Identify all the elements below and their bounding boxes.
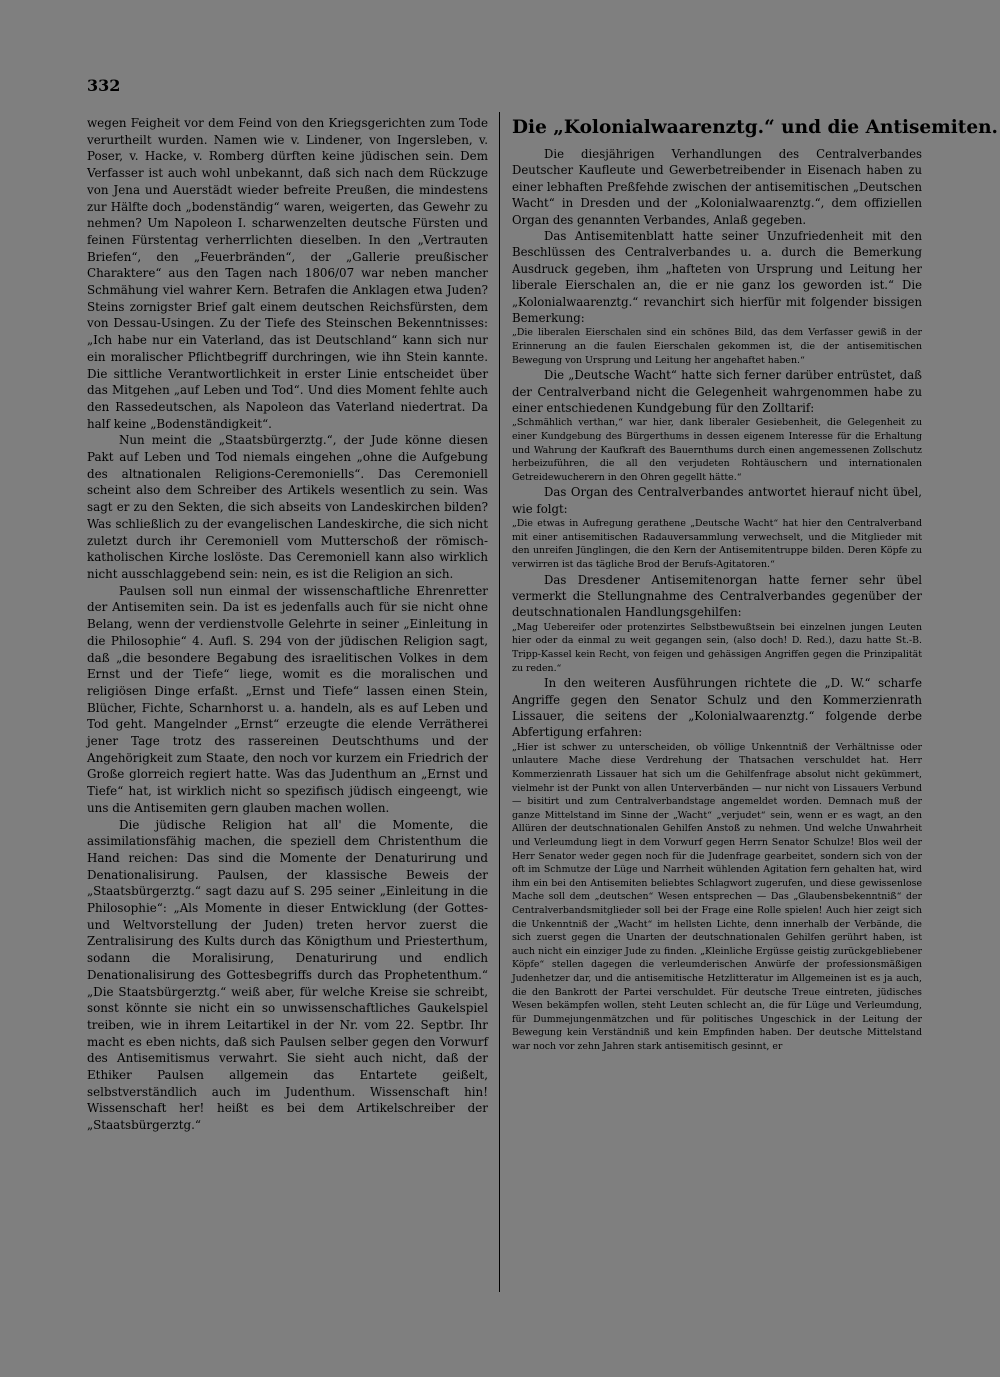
left-paragraph-2: Nun meint die „Staatsbürgerztg.“, der Jude könne diesen Pakt auf Leben und Tod niemals eingehen „ohne die Aufgebung des altnationalen Religions-Ceremoniells“. Das Ceremoniell scheint also dem Schreiber des Artikels wesentlich zu sein. Was sagt er zu den Sekten, die sich abseits von Landeskirchen bilden? Was schließlich zu der evangelischen Landeskirche, die sich nicht zuletzt durch ihr Ceremoniell vom Mutterschoß der römisch-katholischen Kirche loslöste. Das Ceremoniell kann also wirklich nicht ausschlaggebend sein: nein, es ist die Religion an sich.	[87, 433, 488, 581]
right-paragraph-4: Das Organ des Centralverbandes antwortet hierauf nicht übel, wie folgt:	[512, 485, 922, 516]
right-paragraph-5: Das Dresdener Antisemitenorgan hatte ferner sehr übel vermerkt die Stellungnahme des Centralverbandes gegenüber der deutschnationalen Handlungsgehilfen:	[512, 572, 922, 620]
article-headline: Die „Kolonialwaarenztg.“ und die Antisemiten.	[512, 117, 998, 138]
left-paragraph-3: Paulsen soll nun einmal der wissenschaftliche Ehrenretter der Antisemiten sein. Da ist es jedenfalls auch für sie nicht ohne Belang, wenn der verdienstvolle Gelehrte in seiner „Einleitung in die Philosophie“ 4. Aufl. S. 294 von der jüdischen Religion sagt, daß „die besondere Begabung des israelitischen Volkes in dem Ernst und der Tiefe“ liege, womit es die moralischen und religiösen Dinge erfaßt. „Ernst und Tiefe“ lassen einen Stein, Blücher, Fichte, Scharnhorst u. a. handeln, als es auf Leben und Tod geht. Mangelnder „Ernst“ erzeugte die elende Verrätherei jener Tage trotz des rassereinen Deutschthums und der Angehörigkeit zum Staate, den noch vor kurzem ein Friedrich der Große glorreich regiert hatte. Was das Judenthum an „Ernst und Tiefe“ hat, ist wirklich nicht so spezifisch jüdisch eingeengt, wie uns die Antisemiten gern glauben machen wollen.	[87, 583, 488, 815]
quote-block-5: „Hier ist schwer zu unterscheiden, ob völlige Unkenntniß der Verhältnisse oder unlautere Mache diese Verdrehung der Thatsachen verschuldet hat. Herr Kommerzienrath Lissauer hat sich um die Gehilfenfrage absolut nicht gekümmert, vielmehr ist der Punkt von allen Unterverbänden — nur nicht von Lissauers Verbund — bisitirt und zum Centralverbandstage angemeldet worden. Demnach muß der ganze Mittelstand im Sinne der „Wacht“ „verjudet“ sein, wenn er es wagt, an den Allüren der deutschnationalen Gehilfen Anstoß zu nehmen. Und welche Unwahrheit und Verleumdung liegt in dem Vorwurf gegen Herrn Senator Schulze! Blos weil der Herr Senator weder gegen noch für die Judenfrage gearbeitet, sondern sich von der oft im Schmutze der Lüge und Narrheit wühlenden Agitation fern gehalten hat, wird ihm ein bei den Antisemiten beliebtes Schlagwort zugerufen, und diese gewissenlose Mache soll dem „deutschen“ Wesen entsprechen — Das „Glaubensbekenntniß“ der Centralverbandsmitglieder soll bei der Frage eine Rolle spielen! Auch hier zeigt sich die Unkenntniß der „Wacht“ im hellsten Lichte, denn innerhalb der Verbände, die sich zuerst gegen die Unarten der deutschnationalen Gehilfen gerührt haben, ist auch nicht ein einziger Jude zu finden. „Kleinliche Ergüsse geistig zurückgebliebener Köpfe“ stellen dagegen die verleumderischen Anwürfe der professionsmäßigen Judenhetzer dar, und die antisemitische Hetzlitteratur im Allgemeinen ist es ja auch, die den Bankrott der Partei verschuldet. Für deutsche Treue eintreten, jüdisches Wesen bekämpfen wollen, steht Leuten schlecht an, die für Lüge und Verleumdung, für Dummejungenmätzchen und für politisches Ungeschick in der Leitung der Bewegung kein Verständniß und kein Empfinden haben. Der deutsche Mittelstand war noch vor zehn Jahren stark antisemitisch gesinnt, er	[512, 741, 922, 1052]
quote-block-4: „Mag Uebereifer oder protenzirtes Selbstbewußtsein bei einzelnen jungen Leuten hier oder da einmal zu weit gegangen sein, (also doch! D. Red.), dazu hatte St.-B. Tripp-Kassel kein Recht, von feigen und gehässigen Angriffen gegen die Prinzipalität zu reden.“	[512, 621, 922, 674]
quote-block-3: „Die etwas in Aufregung gerathene „Deutsche Wacht“ hat hier den Centralverband mit einer antisemitischen Radauversammlung verwechselt, und die Mitglieder mit den unreifen Jünglingen, die den Kern der Antisemitentruppe bilden. Deren Köpfe zu verwirren ist das tägliche Brod der Berufs-Agitatoren.“	[512, 518, 922, 571]
left-paragraph-1: wegen Feigheit vor dem Feind von den Kriegsgerichten zum Tode verurtheilt wurden. Namen wie v. Lindener, von Ingersleben, v. Poser, v. Hacke, v. Romberg dürften keine jüdischen sein. Dem Verfasser ist auch wohl unbekannt, daß sich nach dem Rückzuge von Jena und Auerstädt wieder befreite Preußen, die mindestens zur Hälfte doch „bodenständig“ waren, weigerten, das Gewehr zu nehmen? Um Napoleon I. scharwenzelten deutsche Fürsten und feinen Fürstentag verherrlichten dieselben. In den „Vertrauten Briefen“, den „Feuerbränden“, der „Gallerie preußischer Charaktere“ aus den Tagen nach 1806/07 war neben mancher Schmähung viel wahrer Kern. Betrafen die Anklagen etwa Juden? Steins zornigster Brief galt einem deutschen Reichsfürsten, dem von Dessau-Usingen. Zu der Tiefe des Steinschen Bekenntnisses: „Ich habe nur ein Vaterland, das ist Deutschland“ kann sich nur ein moralischer Pflichtbegriff durchringen, wie ihn Stein kannte. Die sittliche Verantwortlichkeit in erster Linie entscheidet über das Mitgehen „auf Leben und Tod“. Und dies Moment fehlte auch den Rassedeutschen, als Napoleon das Vaterland niedertrat. Da half keine „Bodenständigkeit“.	[87, 116, 488, 431]
right-paragraph-2: Das Antisemitenblatt hatte seiner Unzufriedenheit mit den Beschlüssen des Centralverbandes u. a. durch die Bemerkung Ausdruck gegeben, ihm „hafteten von Ursprung und Leitung her liberale Eierschalen an, die er nie ganz los geworden ist.“ Die „Kolonialwaarenztg.“ revanchirt sich hierfür mit folgender bissigen Bemerkung:	[512, 229, 922, 326]
right-paragraph-6: In den weiteren Ausführungen richtete die „D. W.“ scharfe Angriffe gegen den Senator Schulz und den Kommerzienrath Lissauer, die seitens der „Kolonialwaarenztg.“ folgende derbe Abfertigung erfahren:	[512, 676, 922, 740]
quote-block-1: „Die liberalen Eierschalen sind ein schönes Bild, das dem Verfasser gewiß in der Erinnerung an die faulen Eierschalen gekommen ist, die der antisemitischen Bewegung von Ursprung und Leitung her angehaftet haben.“	[512, 327, 922, 366]
left-column	[87, 115, 488, 1134]
column-divider	[499, 112, 500, 1292]
page-number: 332	[87, 76, 121, 95]
left-paragraph-4: Die jüdische Religion hat all' die Momente, die assimilationsfähig machen, die speziell dem Christenthum die Hand reichen: Das sind die Momente der Denaturirung und Denationalisirung. Paulsen, der klassische Beweis der „Staatsbürgerztg.“ sagt dazu auf S. 295 seiner „Einleitung in die Philosophie“: „Als Momente in dieser Entwicklung (der Gottes- und Weltvorstellung der Juden) treten hervor zuerst die Zentralisirung des Kults durch das Königthum und Priesterthum, sodann die Moralisirung, Denaturirung und endlich Denationalisirung des Gottesbegriffs durch das Prophetenthum.“ „Die Staatsbürgerztg.“ weiß aber, für welche Kreise sie schreibt, sonst könnte sie nicht ein so unwissenschaftliches Gaukelspiel treiben, wie in ihrem Leitartikel in der Nr. vom 22. Septbr. Ihr macht es eben nichts, daß sich Paulsen selber gegen den Vorwurf des Antisemitismus verwahrt. Sie sieht auch nicht, daß der Ethiker Paulsen allgemein das Entartete geißelt, selbstverständlich auch im Judenthum. Wissenschaft hin! Wissenschaft her! heißt es bei dem Artikelschreiber der „Staatsbürgerztg.“	[87, 817, 488, 1133]
quote-block-2: „Schmählich verthan,“ war hier, dank liberaler Gesiebenheit, die Gelegenheit zu einer Kundgebung des Bürgerthums in dessen eigenem Interesse für die Erhaltung und Wahrung der Kaufkraft des Bauernthums durch einen angemessenen Zollschutz herbeizuführen, die all den verjudeten Rohtäuschern und internationalen Getreidewucherern in den Ohren gegellt hätte.“	[512, 417, 922, 483]
right-column	[512, 117, 998, 1054]
right-paragraph-1: Die diesjährigen Verhandlungen des Centralverbandes Deutscher Kaufleute und Gewerbetreibender in Eisenach haben zu einer lebhaften Preßfehde zwischen der antisemitischen „Deutschen Wacht“ in Dresden und der „Kolonialwaarenztg.“, dem offiziellen Organ des genannten Verbandes, Anlaß gegeben.	[512, 147, 922, 227]
right-paragraph-3: Die „Deutsche Wacht“ hatte sich ferner darüber entrüstet, daß der Centralverband nicht die Gelegenheit wahrgenommen habe zu einer entschiedenen Kundgebung für den Zolltarif:	[512, 368, 922, 416]
